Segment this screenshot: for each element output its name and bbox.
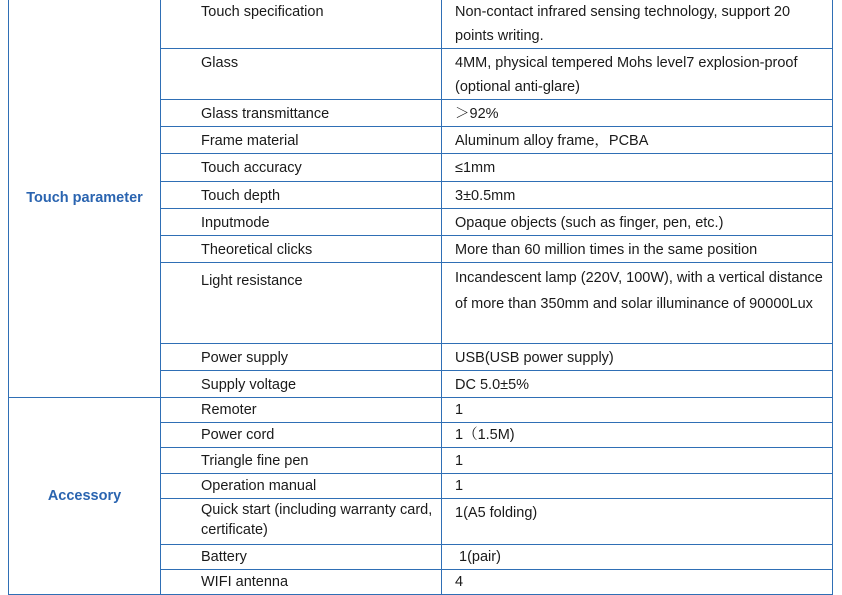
spec-name: WIFI antenna bbox=[161, 570, 442, 595]
spec-value: ＞92% bbox=[442, 100, 833, 127]
spec-name: Touch depth bbox=[161, 182, 442, 209]
spec-name: Frame material bbox=[161, 127, 442, 154]
spec-name: Light resistance bbox=[161, 263, 442, 344]
spec-name: Operation manual bbox=[161, 474, 442, 499]
spec-name: Remoter bbox=[161, 398, 442, 423]
spec-name: Touch specification bbox=[161, 0, 442, 49]
spec-value: ≤1mm bbox=[442, 154, 833, 182]
spec-name: Power cord bbox=[161, 423, 442, 448]
spec-name: Battery bbox=[161, 545, 442, 570]
spec-table bbox=[8, 0, 832, 590]
spec-value: USB(USB power supply) bbox=[442, 344, 833, 371]
table-row bbox=[9, 0, 833, 49]
spec-value: More than 60 million times in the same position bbox=[442, 236, 833, 263]
spec-value: 1（1.5M) bbox=[442, 423, 833, 448]
spec-value: Opaque objects (such as finger, pen, etc.) bbox=[442, 209, 833, 236]
spec-value: 3±0.5mm bbox=[442, 182, 833, 209]
spec-name: Glass transmittance bbox=[161, 100, 442, 127]
spec-value: Non-contact infrared sensing technology, support 20 points writing. bbox=[442, 0, 833, 49]
spec-name: Theoretical clicks bbox=[161, 236, 442, 263]
spec-value: 4MM, physical tempered Mohs level7 explosion-proof (optional anti-glare) bbox=[442, 49, 833, 100]
spec-name: Power supply bbox=[161, 344, 442, 371]
spec-value: 1(pair) bbox=[442, 545, 833, 570]
specification-table bbox=[8, 0, 833, 595]
spec-value: 1 bbox=[442, 474, 833, 499]
spec-value: Incandescent lamp (220V, 100W), with a vertical distance of more than 350mm and solar illuminance of 90000Lux bbox=[442, 263, 833, 344]
spec-name: Quick start (including warranty card, certificate) bbox=[161, 499, 442, 545]
spec-name: Inputmode bbox=[161, 209, 442, 236]
table-row bbox=[9, 398, 833, 423]
spec-value: DC 5.0±5% bbox=[442, 371, 833, 398]
spec-value: 1 bbox=[442, 398, 833, 423]
category-touch-parameter: Touch parameter bbox=[9, 0, 161, 398]
spec-name: Triangle fine pen bbox=[161, 448, 442, 474]
spec-value: 1 bbox=[442, 448, 833, 474]
spec-value: 1(A5 folding) bbox=[442, 499, 833, 545]
spec-name: Supply voltage bbox=[161, 371, 442, 398]
spec-value: 4 bbox=[442, 570, 833, 595]
category-accessory: Accessory bbox=[9, 398, 161, 595]
spec-name: Glass bbox=[161, 49, 442, 100]
spec-value: Aluminum alloy frame，PCBA bbox=[442, 127, 833, 154]
spec-name: Touch accuracy bbox=[161, 154, 442, 182]
